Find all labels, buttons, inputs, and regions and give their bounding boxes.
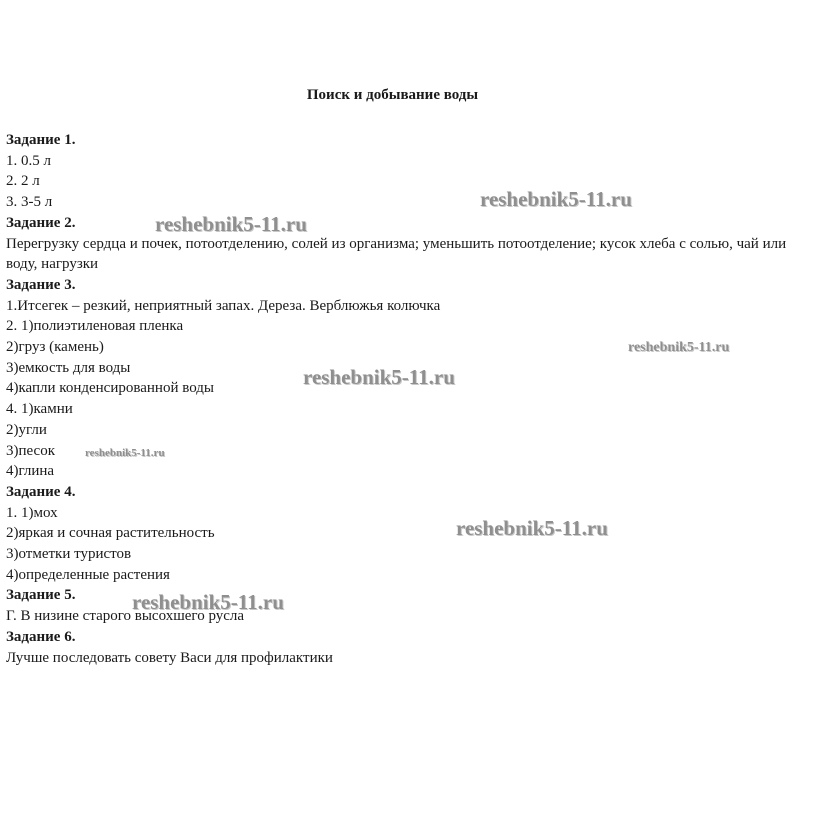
- answer-line: Перегрузку сердца и почек, потоотделению, солей из организма; уменьшить потоотделение; кусок хлеба с солью, чай или воду, нагрузки: [6, 235, 787, 273]
- document-body: [6, 130, 806, 668]
- watermark: reshebnik5-11.ru: [456, 516, 608, 540]
- answer-line: 3)емкость для воды: [6, 359, 131, 376]
- task-heading: Задание 1.: [6, 132, 76, 148]
- watermark: reshebnik5-11.ru: [303, 365, 455, 389]
- answer-line: 2. 1)полиэтиленовая пленка: [6, 318, 184, 335]
- answer-line: 1. 1)мох: [6, 504, 58, 521]
- answer-line: Лучше последовать совету Васи для профилактики: [6, 649, 333, 666]
- answer-line: 1. 0.5 л: [6, 152, 51, 169]
- answer-line: Г. В низине старого высохшего русла: [6, 608, 245, 625]
- task-heading: Задание 3.: [6, 276, 76, 293]
- watermark: reshebnik5-11.ru: [480, 187, 632, 211]
- watermark: reshebnik5-11.ru: [628, 340, 730, 355]
- answer-line: 3)песок: [6, 442, 55, 459]
- task-heading: Задание 2.: [6, 214, 76, 231]
- watermark: reshebnik5-11.ru: [132, 590, 284, 614]
- task-heading: Задание 4.: [6, 483, 76, 500]
- answer-line: 2)яркая и сочная растительность: [6, 525, 215, 542]
- answer-line: 4)капли конденсированной воды: [6, 380, 214, 397]
- answer-line: 1.Итсегек – резкий, неприятный запах. Дереза. Верблюжья колючка: [6, 297, 441, 314]
- answer-line: 2)угли: [6, 421, 47, 438]
- page-title: Поиск и добывание воды: [306, 87, 479, 103]
- answer-line: 4. 1)камни: [6, 401, 73, 418]
- answer-line: 2. 2 л: [6, 173, 40, 190]
- task-heading: Задание 6.: [6, 628, 76, 645]
- answer-line: 3)отметки туристов: [6, 546, 132, 563]
- watermark: reshebnik5-11.ru: [155, 212, 307, 236]
- watermark: reshebnik5-11.ru: [85, 447, 165, 459]
- task-heading: Задание 5.: [6, 587, 76, 604]
- answer-line: 2)груз (камень): [6, 339, 104, 356]
- answer-line: 3. 3-5 л: [6, 194, 53, 211]
- answer-line: 4)определенные растения: [6, 566, 170, 583]
- answer-line: 4)глина: [6, 463, 55, 480]
